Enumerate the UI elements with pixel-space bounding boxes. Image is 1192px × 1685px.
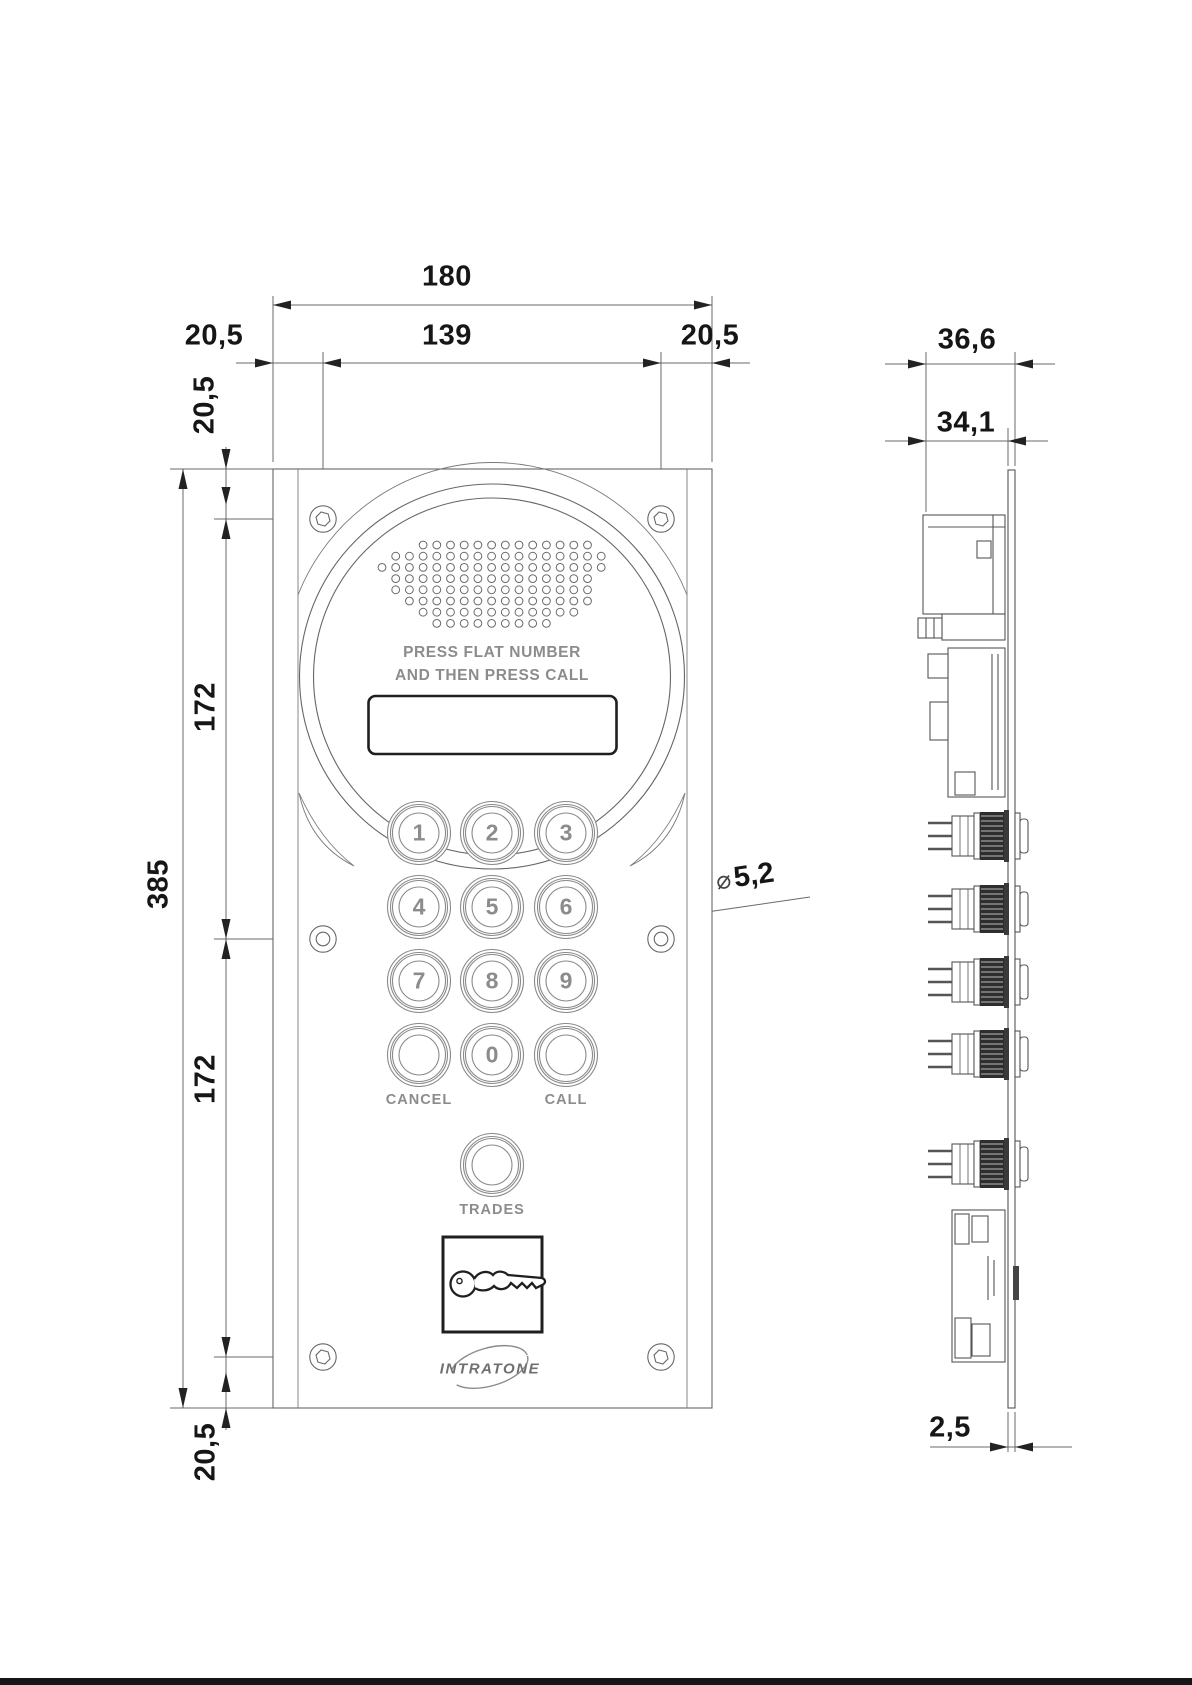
keypad-button	[388, 1024, 451, 1087]
key-7: 7	[412, 967, 426, 994]
side-view	[918, 470, 1019, 1408]
dim-front-hole-spacing-h: 139	[422, 319, 472, 352]
dim-front-edge-bottom: 20,5	[189, 1422, 222, 1482]
side-display-module	[928, 648, 1005, 797]
dim-front-width-total: 180	[422, 260, 472, 293]
keypad-button	[535, 1024, 598, 1087]
dim-front-height-total: 385	[142, 859, 175, 909]
screw-hole	[310, 1344, 336, 1370]
scan-edge-artifact	[0, 1678, 1192, 1685]
key-0: 0	[485, 1041, 499, 1068]
dim-front-edge-left: 20,5	[184, 319, 244, 352]
side-speaker-module	[918, 515, 1005, 640]
hole-diameter-value: 5,2	[731, 856, 777, 894]
panel-instruction-line1: PRESS FLAT NUMBER	[403, 644, 581, 661]
dim-front-hole-spacing-v-upper: 172	[189, 682, 222, 732]
key-5: 5	[485, 893, 499, 920]
dim-side-depth-body: 34,1	[936, 406, 996, 439]
dim-side-depth-total: 36,6	[937, 323, 997, 356]
key-9: 9	[559, 967, 573, 994]
screw-hole	[310, 506, 336, 532]
diameter-symbol: ⌀	[714, 865, 734, 896]
dim-front-edge-right: 20,5	[680, 319, 740, 352]
key-4: 4	[412, 893, 426, 920]
display-window	[369, 696, 617, 754]
dim-front-edge-top: 20,5	[188, 375, 221, 435]
panel-instruction-line2: AND THEN PRESS CALL	[395, 667, 589, 684]
screw-hole	[648, 1344, 674, 1370]
key-2: 2	[485, 819, 499, 846]
trades-button-rings	[461, 1134, 524, 1197]
key-1: 1	[412, 819, 426, 846]
screw-hole	[310, 926, 336, 952]
brand-logo-text: INTRATONE	[439, 1360, 541, 1378]
cancel-button-label: CANCEL	[385, 1092, 453, 1108]
key-8: 8	[485, 967, 499, 994]
key-3: 3	[559, 819, 573, 846]
trades-button-label: TRADES	[459, 1202, 525, 1218]
dim-side-plate-thickness: 2,5	[929, 1411, 971, 1444]
dim-front-hole-spacing-v-lower: 172	[189, 1054, 222, 1104]
key-6: 6	[559, 893, 573, 920]
screw-hole	[648, 926, 674, 952]
screw-hole	[648, 506, 674, 532]
call-button-label: CALL	[544, 1092, 588, 1108]
